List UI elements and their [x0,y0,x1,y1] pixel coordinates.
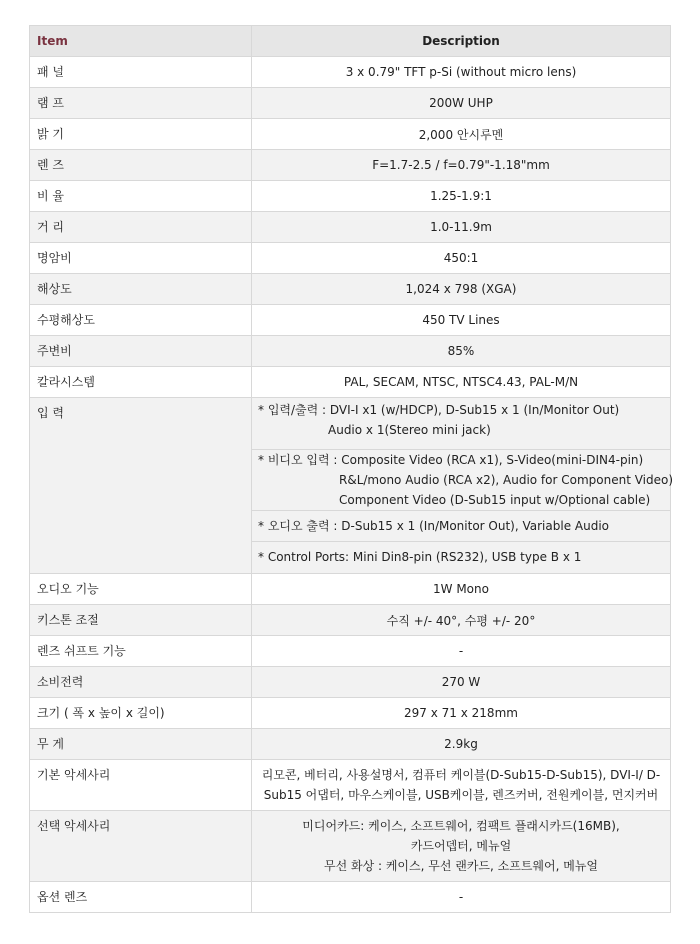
table-row [30,336,671,367]
row-label: 소비전력 [37,675,84,689]
input-details [252,398,674,574]
optional-accessories-value [252,811,670,881]
table-row [30,882,671,913]
spec-table [29,25,674,913]
table-row [30,57,671,88]
row-label: 오디오 기능 [37,582,99,596]
table-row [30,698,671,729]
table-row [30,212,671,243]
row-value: 1.25-1.9:1 [252,181,671,212]
row-value: 2.9kg [252,729,671,760]
row-value: 270 W [252,667,671,698]
table-row [30,305,671,336]
video-input-block [252,450,674,511]
table-row-input [30,398,671,574]
row-value: 3 x 0.79" TFT p-Si (without micro lens) [252,57,671,88]
table-row [30,243,671,274]
row-label: 렌 즈 [37,158,64,172]
header-item: Item [30,26,252,57]
row-label: 거 리 [37,220,64,234]
row-value: 2,000 안시루멘 [252,119,671,150]
table-row [30,605,671,636]
row-label: 옵션 렌즈 [37,890,88,904]
audio-output-block [252,511,670,542]
row-label: 명암비 [37,251,72,265]
row-value: 1,024 x 798 (XGA) [252,274,671,305]
video-input-line: * 비디오 입력 : Composite Video (RCA x1), S-Video(mini-DIN4-pin) [258,453,644,467]
table-row [30,574,671,605]
input-output-block [252,398,670,450]
row-value: 85% [252,336,671,367]
basic-accessories-value [252,760,670,810]
row-value: 450:1 [252,243,671,274]
spec-table-container [29,25,674,913]
row-label: 선택 악세사리 [37,819,111,833]
video-audio-line: R&L/mono Audio (RCA x2), Audio for Component Video) [339,473,674,487]
optional-accessories-line: 카드어뎁터, 메뉴얼 [410,839,512,853]
row-value: - [252,636,671,667]
table-row [30,367,671,398]
row-value: PAL, SECAM, NTSC, NTSC4.43, PAL-M/N [252,367,671,398]
row-label: 패 널 [37,65,64,79]
input-output-line: * 입력/출력 : DVI-I x1 (w/HDCP), D-Sub15 x 1 (In/Monitor Out) [258,403,620,417]
optional-accessories-line: 미디어카드: 케이스, 소프트웨어, 컴팩트 플래시카드(16MB), [302,819,620,833]
video-component-line: Component Video (D-Sub15 input w/Optional cable) [339,493,651,507]
basic-accessories-line: Sub15 어댑터, 마우스케이블, USB케이블, 렌즈커버, 전원케이블, 먼지커버 [263,788,659,802]
table-row [30,119,671,150]
table-row [30,667,671,698]
row-label: 기본 악세사리 [37,768,111,782]
row-value: 200W UHP [252,88,671,119]
row-value: 1W Mono [252,574,671,605]
row-label: 해상도 [37,282,72,296]
row-value: 297 x 71 x 218mm [252,698,671,729]
table-row [30,181,671,212]
input-output-audio-line: Audio x 1(Stereo mini jack) [328,423,491,437]
table-row [30,88,671,119]
basic-accessories-line: 리모콘, 베터리, 사용설명서, 컴퓨터 케이블(D-Sub15-D-Sub15), DVI-I/ D- [261,768,661,782]
audio-output-line: * 오디오 출력 : D-Sub15 x 1 (In/Monitor Out), Variable Audio [258,519,609,533]
row-label: 칼라시스템 [37,375,95,389]
row-label: 주변비 [37,344,72,358]
row-label: 비 율 [37,189,64,203]
row-label: 입 력 [37,406,64,420]
row-value: F=1.7-2.5 / f=0.79"-1.18"mm [252,150,671,181]
row-value: 1.0-11.9m [252,212,671,243]
table-row [30,150,671,181]
row-label: 수평해상도 [37,313,95,327]
optional-accessories-line: 무선 화상 : 케이스, 무선 랜카드, 소프트웨어, 메뉴얼 [323,859,599,873]
row-value: 450 TV Lines [252,305,671,336]
header-description: Description [252,26,671,57]
row-label: 크기 ( 폭 x 높이 x 길이) [37,706,165,720]
table-row [30,729,671,760]
control-ports-block [252,542,670,573]
row-value: - [252,882,671,913]
row-value: 수직 +/- 40°, 수평 +/- 20° [252,605,671,636]
row-label: 렌즈 쉬프트 기능 [37,644,126,658]
table-header [30,26,671,57]
row-label: 밝 기 [37,127,64,141]
table-row [30,274,671,305]
row-label: 무 게 [37,737,64,751]
table-row [30,636,671,667]
row-label: 키스톤 조절 [37,613,99,627]
table-row-basic-accessories [30,760,671,811]
control-ports-line: * Control Ports: Mini Din8-pin (RS232), USB type B x 1 [258,550,582,564]
row-label: 램 프 [37,96,64,110]
table-row-optional-accessories [30,811,671,882]
